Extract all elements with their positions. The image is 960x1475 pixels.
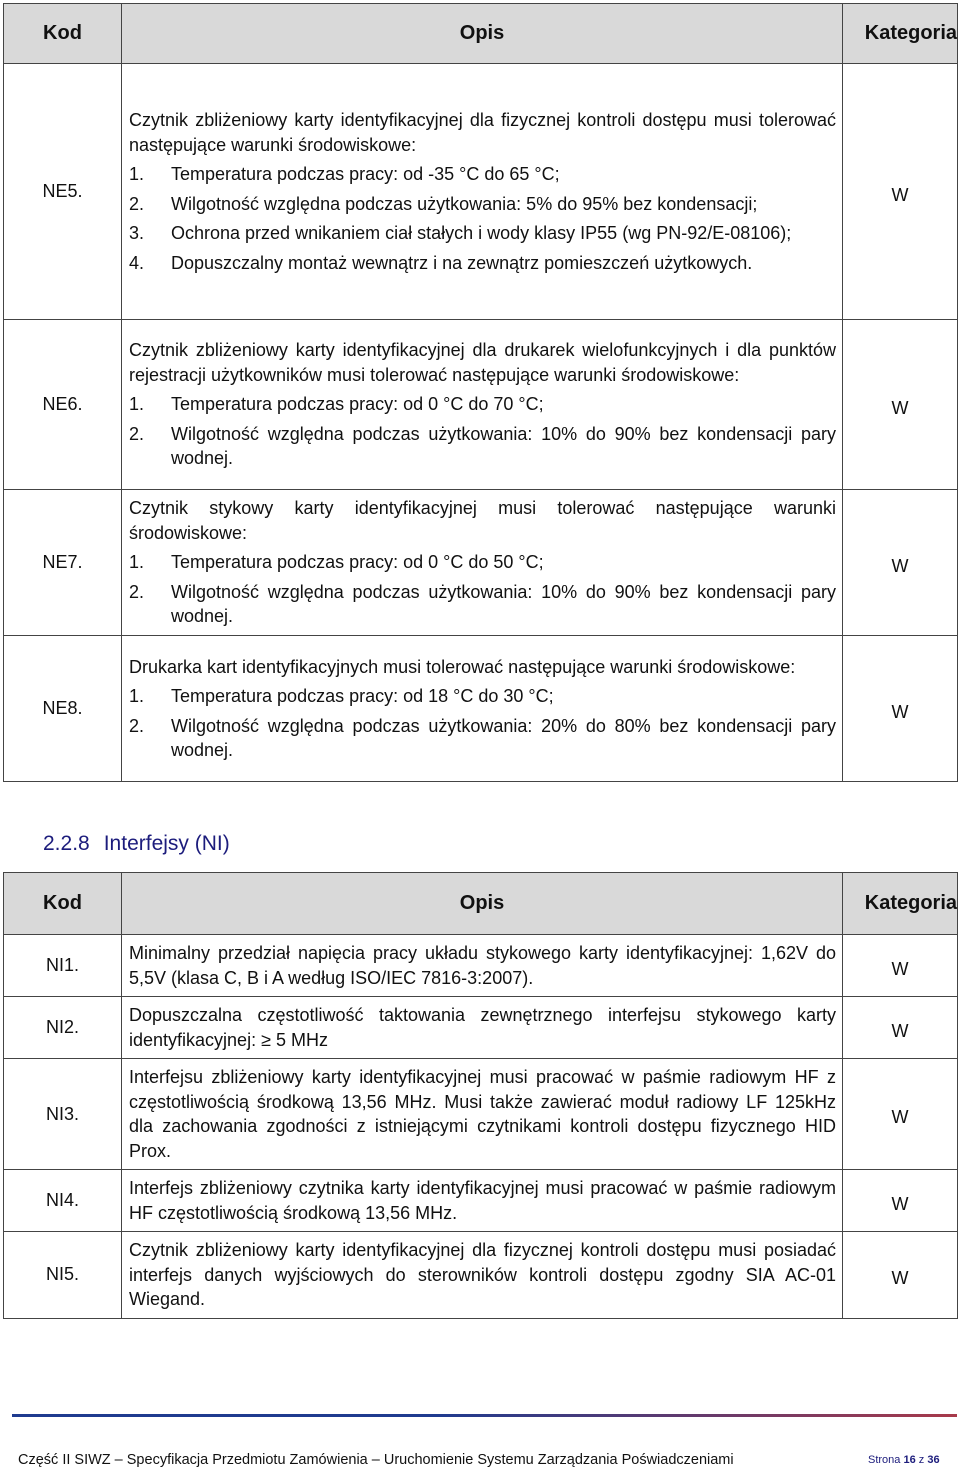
requirements-table-ne	[3, 3, 958, 782]
list-item	[129, 422, 836, 471]
row-category: W	[843, 997, 958, 1059]
row-code: NE8.	[4, 636, 122, 782]
list-number: 2.	[129, 423, 145, 444]
list-text: Wilgotność względna podczas użytkowania: 10% do 90% bez kondensacji pary wodnej.	[171, 581, 836, 627]
row-category: W	[843, 935, 958, 997]
row-description: Minimalny przedział napięcia pracy układu stykowego karty identyfikacyjnej: 1,62V do 5,5V (klasa C, B i A według ISO/IEC 7816-3:2007).	[122, 935, 843, 997]
row-category: W	[843, 1170, 958, 1232]
list-text: Temperatura podczas pracy: od 0 °C do 50 °C;	[171, 552, 544, 573]
row-description	[122, 490, 843, 636]
list-text: Wilgotność względna podczas użytkowania: 5% do 95% bez kondensacji;	[171, 193, 758, 214]
table-row	[4, 64, 958, 320]
requirements-table-ni	[3, 872, 958, 1319]
list-text: Ochrona przed wnikaniem ciał stałych i wody klasy IP55 (wg PN-92/E-08106);	[171, 223, 792, 243]
list-text: Temperatura podczas pracy: od -35 °C do 65 °C;	[171, 164, 560, 184]
list-item	[129, 162, 836, 187]
row-code: NI2.	[4, 997, 122, 1059]
row-description: Dopuszczalna częstotliwość taktowania zewnętrznego interfejsu stykowego karty identyfikacyjnej: ≥ 5 MHz	[122, 997, 843, 1059]
header-opis: Opis	[122, 4, 843, 64]
row-code: NI1.	[4, 935, 122, 997]
list-item	[129, 714, 836, 763]
table-row	[4, 1170, 958, 1232]
header-kod: Kod	[4, 873, 122, 935]
list-text: Wilgotność względna podczas użytkowania: 20% do 80% bez kondensacji pary wodnej.	[171, 715, 836, 760]
list-item	[129, 684, 836, 709]
row-code: NI4.	[4, 1170, 122, 1232]
row-description: Czytnik zbliżeniowy karty identyfikacyjnej dla fizycznej kontroli dostępu musi posiadać interfejs danych wyjściowych do sterowników kontroli dostępu zgodny SIA AC-01 Wiegand.	[122, 1232, 843, 1319]
row-description: Interfejs zbliżeniowy czytnika karty identyfikacyjnej musi pracować w paśmie radiowym HF częstotliwością środkową 13,56 MHz.	[122, 1170, 843, 1232]
list-number: 1.	[129, 394, 145, 415]
list-number: 1.	[129, 686, 145, 706]
row-description	[122, 320, 843, 490]
row-category: W	[843, 636, 958, 782]
table-header-row	[4, 4, 958, 64]
row-code: NE5.	[4, 64, 122, 320]
list-item	[129, 550, 836, 575]
row-category: W	[843, 320, 958, 490]
list-item	[129, 192, 836, 217]
page-prefix: Strona	[868, 1454, 901, 1466]
row-category: W	[843, 490, 958, 636]
row-intro: Czytnik stykowy karty identyfikacyjnej musi tolerować następujące warunki środowiskowe:	[129, 498, 836, 543]
row-category: W	[843, 1232, 958, 1319]
section-title: Interfejsy (NI)	[103, 832, 230, 855]
page-total: 36	[927, 1454, 940, 1466]
row-code: NE6.	[4, 320, 122, 490]
row-code: NI3.	[4, 1059, 122, 1170]
footer-divider	[12, 1414, 957, 1417]
row-intro: Czytnik zbliżeniowy karty identyfikacyjnej dla drukarek wielofunkcyjnych i dla punktów rejestracji użytkowników musi tolerować następujące warunki środowiskowe:	[129, 340, 836, 385]
list-item	[129, 392, 836, 417]
page-current: 16	[903, 1454, 916, 1466]
row-code: NE7.	[4, 490, 122, 636]
header-kategoria: Kategoria	[843, 873, 958, 935]
row-description	[122, 636, 843, 782]
table-row	[4, 636, 958, 782]
row-code: NI5.	[4, 1232, 122, 1319]
table-row	[4, 935, 958, 997]
row-description	[122, 64, 843, 320]
list-text: Dopuszczalny montaż wewnątrz i na zewnątrz pomieszczeń użytkowych.	[171, 252, 753, 273]
list-number: 2.	[129, 715, 145, 736]
page-number	[868, 1454, 940, 1466]
table-row	[4, 1232, 958, 1319]
list-item	[129, 580, 836, 629]
list-text: Temperatura podczas pracy: od 0 °C do 70 °C;	[171, 394, 544, 415]
table-header-row	[4, 873, 958, 935]
list-number: 4.	[129, 252, 145, 273]
table-row	[4, 1059, 958, 1170]
list-number: 3.	[129, 223, 145, 243]
section-heading	[43, 832, 230, 856]
page-sep: z	[918, 1454, 925, 1466]
footer-text: Część II SIWZ – Specyfikacja Przedmiotu Zamówienia – Uruchomienie Systemu Zarządzania Poświadczeniami	[18, 1452, 734, 1468]
row-category: W	[843, 1059, 958, 1170]
row-intro: Drukarka kart identyfikacyjnych musi tolerować następujące warunki środowiskowe:	[129, 656, 796, 677]
list-item	[129, 251, 836, 276]
list-item	[129, 221, 836, 246]
row-category: W	[843, 64, 958, 320]
section-number: 2.2.8	[43, 832, 90, 855]
table-row	[4, 997, 958, 1059]
list-number: 1.	[129, 164, 145, 184]
table-row	[4, 320, 958, 490]
list-number: 2.	[129, 193, 145, 214]
list-text: Temperatura podczas pracy: od 18 °C do 30 °C;	[171, 686, 554, 706]
header-opis: Opis	[122, 873, 843, 935]
row-description: Interfejsu zbliżeniowy karty identyfikacyjnej musi pracować w paśmie radiowym HF z częstotliwością środkową 13,56 MHz. Musi także zawierać moduł radiowy LF 125kHz dla zachowania zgodności z istniejącymi czytnikami kontroli dostępu fizycznego HID Prox.	[122, 1059, 843, 1170]
header-kategoria: Kategoria	[843, 4, 958, 64]
list-number: 2.	[129, 581, 145, 602]
row-intro: Czytnik zbliżeniowy karty identyfikacyjnej dla fizycznej kontroli dostępu musi tolerować następujące warunki środowiskowe:	[129, 110, 836, 155]
header-kod: Kod	[4, 4, 122, 64]
list-number: 1.	[129, 552, 145, 573]
list-text: Wilgotność względna podczas użytkowania: 10% do 90% bez kondensacji pary wodnej.	[171, 423, 836, 469]
table-row	[4, 490, 958, 636]
